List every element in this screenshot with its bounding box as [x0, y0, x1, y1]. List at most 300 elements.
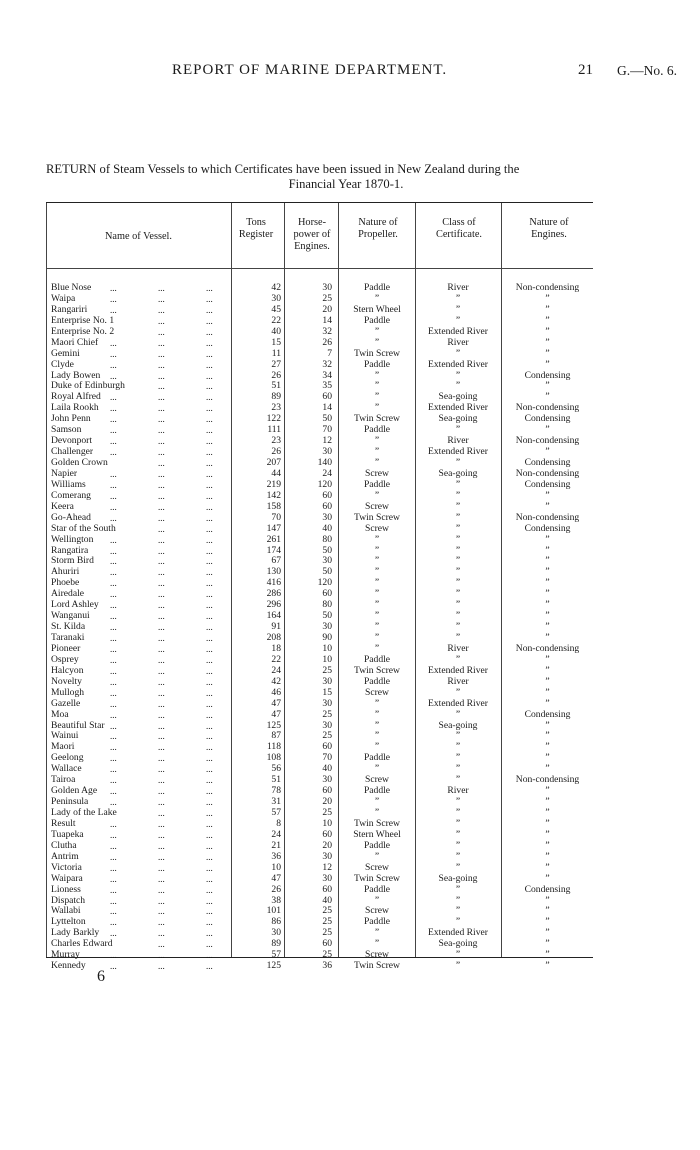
leader-dots: ... — [158, 862, 165, 873]
nature-of-propeller: Paddle — [363, 424, 391, 436]
nature-of-engines: ” — [545, 424, 550, 436]
class-of-certificate: Extended River — [428, 697, 488, 709]
leader-dots: ... — [206, 381, 213, 392]
vessel-name: Novelty — [51, 675, 82, 687]
nature-of-propeller: ” — [374, 446, 380, 458]
class-of-certificate: Extended River — [428, 325, 488, 337]
class-of-certificate: ” — [455, 850, 461, 862]
table-row — [46, 666, 593, 677]
leader-dots: ... — [206, 425, 213, 436]
leader-dots: ... — [110, 928, 117, 939]
leader-dots: ... — [158, 731, 165, 742]
leader-dots: ... — [158, 698, 165, 709]
leader-dots: ... — [206, 808, 213, 818]
table-row — [46, 742, 593, 753]
page-header — [0, 62, 700, 82]
nature-of-engines: ” — [545, 303, 550, 315]
leader-dots: ... — [206, 534, 213, 545]
table-row — [46, 677, 593, 688]
class-of-certificate: ” — [455, 621, 461, 633]
nature-of-engines: ” — [545, 686, 550, 698]
leader-dots: ... — [158, 337, 165, 348]
header-rule — [46, 268, 593, 269]
horse-power: 60 — [322, 391, 332, 403]
vessel-name: Lady Bowen — [51, 369, 101, 381]
tons-register: 208 — [266, 632, 281, 643]
tons-register: 89 — [271, 391, 281, 403]
tons-register: 219 — [266, 478, 281, 490]
leader-dots: ... — [158, 928, 165, 939]
leader-dots: ... — [206, 283, 213, 293]
leader-dots: ... — [158, 326, 165, 337]
vessel-name: Airedale — [51, 588, 85, 600]
horse-power: 60 — [322, 588, 332, 600]
class-of-certificate: ” — [455, 314, 461, 326]
horse-power: 32 — [322, 358, 332, 370]
nature-of-propeller: ” — [374, 621, 380, 633]
leader-dots: ... — [158, 709, 165, 720]
table-row — [46, 797, 593, 808]
nature-of-propeller: ” — [374, 730, 380, 742]
nature-of-engines: Non-condensing — [515, 435, 580, 447]
vessel-name: Duke of Edinburgh — [51, 380, 125, 392]
leader-dots: ... — [206, 545, 213, 556]
nature-of-engines: ” — [545, 489, 550, 501]
tons-register: 24 — [271, 664, 281, 676]
leader-dots: ... — [206, 447, 213, 458]
horse-power: 40 — [322, 522, 332, 534]
tons-register: 125 — [266, 960, 281, 972]
class-of-certificate: ” — [455, 369, 461, 381]
table-row — [46, 633, 593, 644]
leader-dots: ... — [158, 490, 165, 501]
horse-power: 20 — [322, 796, 332, 808]
leader-dots: ... — [206, 884, 213, 895]
tons-register: 22 — [271, 653, 281, 665]
table-row — [46, 622, 593, 633]
leader-dots: ... — [206, 414, 213, 425]
leader-dots: ... — [158, 742, 165, 753]
horse-power: 120 — [317, 478, 332, 490]
vessel-name: Blue Nose — [51, 282, 92, 293]
leader-dots: ... — [110, 917, 117, 928]
header-class-of-certificate: Class of Certificate. — [435, 217, 483, 240]
leader-dots: ... — [110, 556, 117, 567]
leader-dots: ... — [206, 775, 213, 786]
leader-dots: ... — [110, 862, 117, 873]
leader-dots: ... — [206, 589, 213, 600]
footer-page-number: 6 — [97, 968, 105, 985]
nature-of-propeller: Twin Screw — [354, 413, 400, 425]
table-row — [46, 327, 593, 338]
horse-power: 25 — [322, 905, 332, 917]
class-of-certificate: ” — [455, 577, 461, 589]
leader-dots: ... — [110, 797, 117, 808]
vessel-name: Royal Alfred — [51, 391, 101, 403]
leader-dots: ... — [158, 950, 165, 961]
nature-of-engines: ” — [545, 314, 550, 326]
class-of-certificate: ” — [455, 555, 461, 567]
leader-dots: ... — [206, 458, 213, 468]
leader-dots: ... — [158, 829, 165, 840]
class-of-certificate: River — [447, 282, 469, 293]
leader-dots: ... — [110, 720, 117, 731]
leader-dots: ... — [158, 556, 165, 567]
vessel-name: Gemini — [51, 347, 80, 359]
class-of-certificate: ” — [455, 303, 461, 315]
class-of-certificate: Sea-going — [438, 872, 478, 884]
nature-of-propeller: ” — [374, 292, 380, 304]
table-row — [46, 731, 593, 742]
vessel-name: Rangatira — [51, 544, 89, 556]
leader-dots: ... — [110, 786, 117, 797]
nature-of-propeller: Paddle — [363, 314, 391, 326]
tons-register: 57 — [271, 807, 281, 818]
horse-power: 50 — [322, 610, 332, 622]
leader-dots: ... — [158, 753, 165, 764]
leader-dots: ... — [158, 906, 165, 917]
header-horse-power: Horse-power of Engines. — [293, 217, 331, 252]
nature-of-engines: ” — [545, 839, 550, 851]
tons-register: 46 — [271, 686, 281, 698]
nature-of-propeller: ” — [374, 796, 380, 808]
nature-of-engines: Condensing — [524, 413, 571, 425]
nature-of-engines: Non-condensing — [515, 511, 580, 523]
class-of-certificate: ” — [455, 949, 461, 961]
table-row — [46, 414, 593, 425]
class-of-certificate: Extended River — [428, 358, 488, 370]
nature-of-engines: Non-condensing — [515, 402, 580, 414]
nature-of-engines: Non-condensing — [515, 467, 580, 479]
table-row — [46, 655, 593, 666]
vessel-name: Star of the South — [51, 522, 116, 534]
horse-power: 25 — [322, 292, 332, 304]
class-of-certificate: ” — [455, 861, 461, 873]
class-of-certificate: ” — [455, 347, 461, 359]
table-row — [46, 524, 593, 535]
tons-register: 38 — [271, 894, 281, 906]
leader-dots: ... — [158, 786, 165, 797]
nature-of-engines: ” — [545, 380, 550, 392]
table-row — [46, 688, 593, 699]
tons-register: 42 — [271, 675, 281, 687]
leader-dots: ... — [206, 600, 213, 611]
vessel-name: Murray — [51, 949, 80, 961]
vessel-name: Phoebe — [51, 577, 80, 589]
leader-dots: ... — [206, 709, 213, 720]
nature-of-engines: ” — [545, 347, 550, 359]
nature-of-engines: ” — [545, 850, 550, 862]
leader-dots: ... — [110, 775, 117, 786]
class-of-certificate: ” — [455, 566, 461, 578]
nature-of-propeller: ” — [374, 763, 380, 775]
leader-dots: ... — [110, 818, 117, 829]
nature-of-propeller: ” — [374, 402, 380, 414]
vessel-name: Halcyon — [51, 664, 84, 676]
horse-power: 25 — [322, 916, 332, 928]
leader-dots: ... — [110, 643, 117, 654]
tons-register: 31 — [271, 796, 281, 808]
class-of-certificate: Sea-going — [438, 413, 478, 425]
leader-dots: ... — [206, 676, 213, 687]
leader-dots: ... — [206, 304, 213, 315]
vessel-name: Golden Age — [51, 785, 98, 797]
class-of-certificate: ” — [455, 544, 461, 556]
vessel-name: Golden Crown — [51, 457, 108, 468]
vessel-name: Rangariri — [51, 303, 88, 315]
leader-dots: ... — [158, 611, 165, 622]
horse-power: 25 — [322, 730, 332, 742]
nature-of-engines: ” — [545, 960, 550, 972]
table-row — [46, 589, 593, 600]
nature-of-engines: Condensing — [524, 457, 571, 468]
nature-of-engines: ” — [545, 719, 550, 731]
table-row — [46, 950, 593, 961]
leader-dots: ... — [158, 403, 165, 414]
nature-of-propeller: ” — [374, 369, 380, 381]
leader-dots: ... — [110, 753, 117, 764]
vessel-name: Wanganui — [51, 610, 90, 622]
nature-of-engines: ” — [545, 555, 550, 567]
leader-dots: ... — [206, 764, 213, 775]
leader-dots: ... — [110, 873, 117, 884]
tons-register: 261 — [266, 533, 281, 545]
horse-power: 30 — [322, 697, 332, 709]
leader-dots: ... — [206, 720, 213, 731]
nature-of-engines: ” — [545, 500, 550, 512]
horse-power: 7 — [327, 347, 332, 359]
leader-dots: ... — [110, 293, 117, 304]
class-of-certificate: ” — [455, 708, 461, 720]
nature-of-engines: Condensing — [524, 708, 571, 720]
nature-of-engines: ” — [545, 905, 550, 917]
leader-dots: ... — [158, 545, 165, 556]
table-row — [46, 830, 593, 841]
tons-register: 27 — [271, 358, 281, 370]
nature-of-engines: Non-condensing — [515, 642, 580, 654]
horse-power: 26 — [322, 336, 332, 348]
nature-of-propeller: ” — [374, 599, 380, 611]
nature-of-engines: ” — [545, 872, 550, 884]
vessel-name: Peninsula — [51, 796, 89, 808]
leader-dots: ... — [110, 490, 117, 501]
class-of-certificate: River — [447, 435, 469, 447]
table-row — [46, 896, 593, 907]
leader-dots: ... — [158, 808, 165, 818]
class-of-certificate: ” — [455, 839, 461, 851]
tons-register: 30 — [271, 927, 281, 939]
vessel-name: Waipa — [51, 292, 76, 304]
nature-of-propeller: Screw — [365, 861, 389, 873]
vessel-name: Napier — [51, 467, 78, 479]
tons-register: 23 — [271, 402, 281, 414]
vessel-name: Pioneer — [51, 642, 81, 654]
leader-dots: ... — [206, 403, 213, 414]
nature-of-propeller: Screw — [365, 949, 389, 961]
leader-dots: ... — [206, 556, 213, 567]
leader-dots: ... — [206, 337, 213, 348]
leader-dots: ... — [158, 818, 165, 829]
table-row — [46, 644, 593, 655]
nature-of-propeller: ” — [374, 391, 380, 403]
nature-of-propeller: ” — [374, 719, 380, 731]
header-name-of-vessel: Name of Vessel. — [104, 231, 172, 242]
vessel-name: Wainui — [51, 730, 79, 742]
leader-dots: ... — [158, 622, 165, 633]
table-row — [46, 480, 593, 491]
leader-dots: ... — [110, 479, 117, 490]
table-row — [46, 710, 593, 721]
leader-dots: ... — [110, 709, 117, 720]
nature-of-propeller: Twin Screw — [354, 347, 400, 359]
class-of-certificate: Extended River — [428, 927, 488, 939]
tons-register: 36 — [271, 850, 281, 862]
leader-dots: ... — [110, 512, 117, 523]
leader-dots: ... — [158, 797, 165, 808]
class-of-certificate: ” — [455, 610, 461, 622]
tons-register: 87 — [271, 730, 281, 742]
leader-dots: ... — [206, 731, 213, 742]
nature-of-engines: ” — [545, 292, 550, 304]
horse-power: 10 — [322, 642, 332, 654]
tons-register: 18 — [271, 642, 281, 654]
tons-register: 286 — [266, 588, 281, 600]
report-title: REPORT OF MARINE DEPARTMENT. — [172, 62, 448, 78]
horse-power: 24 — [322, 467, 332, 479]
vessel-name: Challenger — [51, 446, 94, 458]
tons-register: 51 — [271, 774, 281, 786]
vessel-name: Dispatch — [51, 894, 86, 906]
leader-dots: ... — [158, 633, 165, 643]
horse-power: 40 — [322, 763, 332, 775]
leader-dots: ... — [158, 414, 165, 425]
leader-dots: ... — [110, 851, 117, 862]
leader-dots: ... — [158, 512, 165, 523]
table-row — [46, 425, 593, 436]
leader-dots: ... — [110, 676, 117, 687]
leader-dots: ... — [206, 578, 213, 589]
nature-of-propeller: ” — [374, 336, 380, 348]
horse-power: 25 — [322, 708, 332, 720]
nature-of-propeller: Paddle — [363, 752, 391, 764]
vessel-name: Tairoa — [51, 774, 76, 786]
leader-dots: ... — [206, 786, 213, 797]
leader-dots: ... — [158, 654, 165, 665]
leader-dots: ... — [110, 731, 117, 742]
nature-of-engines: ” — [545, 785, 550, 797]
horse-power: 120 — [317, 577, 332, 589]
leader-dots: ... — [110, 337, 117, 348]
horse-power: 60 — [322, 828, 332, 840]
leader-dots: ... — [110, 370, 117, 381]
vessel-name: Clutha — [51, 839, 77, 851]
leader-dots: ... — [158, 643, 165, 654]
leader-dots: ... — [158, 359, 165, 370]
leader-dots: ... — [206, 895, 213, 906]
leader-dots: ... — [110, 884, 117, 895]
leader-dots: ... — [158, 458, 165, 468]
horse-power: 15 — [322, 686, 332, 698]
horse-power: 34 — [322, 369, 332, 381]
nature-of-engines: ” — [545, 664, 550, 676]
vessel-name: Beautiful Star — [51, 719, 105, 731]
vessel-name: Enterprise No. 1 — [51, 314, 115, 326]
vessel-name: Enterprise No. 2 — [51, 325, 115, 337]
horse-power: 36 — [322, 960, 332, 972]
tons-register: 40 — [271, 325, 281, 337]
leader-dots: ... — [206, 501, 213, 512]
leader-dots: ... — [206, 873, 213, 884]
caption-line-1: RETURN of Steam Vessels to which Certificates have been issued in New Zealand during the — [46, 162, 520, 176]
tons-register: 26 — [271, 883, 281, 895]
horse-power: 10 — [322, 653, 332, 665]
horse-power: 60 — [322, 938, 332, 950]
nature-of-engines: ” — [545, 653, 550, 665]
table-row — [46, 371, 593, 382]
table-row — [46, 753, 593, 764]
tons-register: 174 — [266, 544, 281, 556]
leader-dots: ... — [206, 490, 213, 501]
leader-dots: ... — [110, 600, 117, 611]
table-row — [46, 546, 593, 557]
table-row — [46, 961, 593, 972]
nature-of-engines: ” — [545, 861, 550, 873]
horse-power: 10 — [322, 817, 332, 829]
tons-register: 130 — [266, 566, 281, 578]
vessel-name: Lord Ashley — [51, 599, 99, 611]
tons-register: 125 — [266, 719, 281, 731]
leader-dots: ... — [158, 775, 165, 786]
tons-register: 91 — [271, 621, 281, 633]
class-of-certificate: ” — [455, 807, 461, 818]
class-of-certificate: ” — [455, 424, 461, 436]
leader-dots: ... — [158, 392, 165, 403]
table-row — [46, 305, 593, 316]
leader-dots: ... — [206, 818, 213, 829]
leader-dots: ... — [110, 501, 117, 512]
leader-dots: ... — [158, 479, 165, 490]
leader-dots: ... — [206, 939, 213, 950]
nature-of-propeller: Screw — [365, 522, 389, 534]
vessel-name: Devonport — [51, 435, 93, 447]
leader-dots: ... — [110, 742, 117, 753]
table-row — [46, 611, 593, 622]
nature-of-engines: ” — [545, 446, 550, 458]
nature-of-engines: ” — [545, 763, 550, 775]
class-of-certificate: ” — [455, 796, 461, 808]
leader-dots: ... — [206, 293, 213, 304]
nature-of-propeller: Twin Screw — [354, 511, 400, 523]
leader-dots: ... — [158, 961, 165, 972]
nature-of-engines: ” — [545, 533, 550, 545]
leader-dots: ... — [206, 348, 213, 359]
nature-of-propeller: ” — [374, 927, 380, 939]
leader-dots: ... — [110, 392, 117, 403]
nature-of-engines: Condensing — [524, 369, 571, 381]
nature-of-engines: ” — [545, 675, 550, 687]
class-of-certificate: ” — [455, 905, 461, 917]
leader-dots: ... — [158, 425, 165, 436]
leader-dots: ... — [158, 939, 165, 950]
leader-dots: ... — [206, 961, 213, 972]
vessel-name: Ahuriri — [51, 566, 80, 578]
class-of-certificate: ” — [455, 752, 461, 764]
leader-dots: ... — [158, 600, 165, 611]
leader-dots: ... — [206, 742, 213, 753]
class-of-certificate: ” — [455, 522, 461, 534]
nature-of-engines: ” — [545, 358, 550, 370]
class-of-certificate: Extended River — [428, 402, 488, 414]
